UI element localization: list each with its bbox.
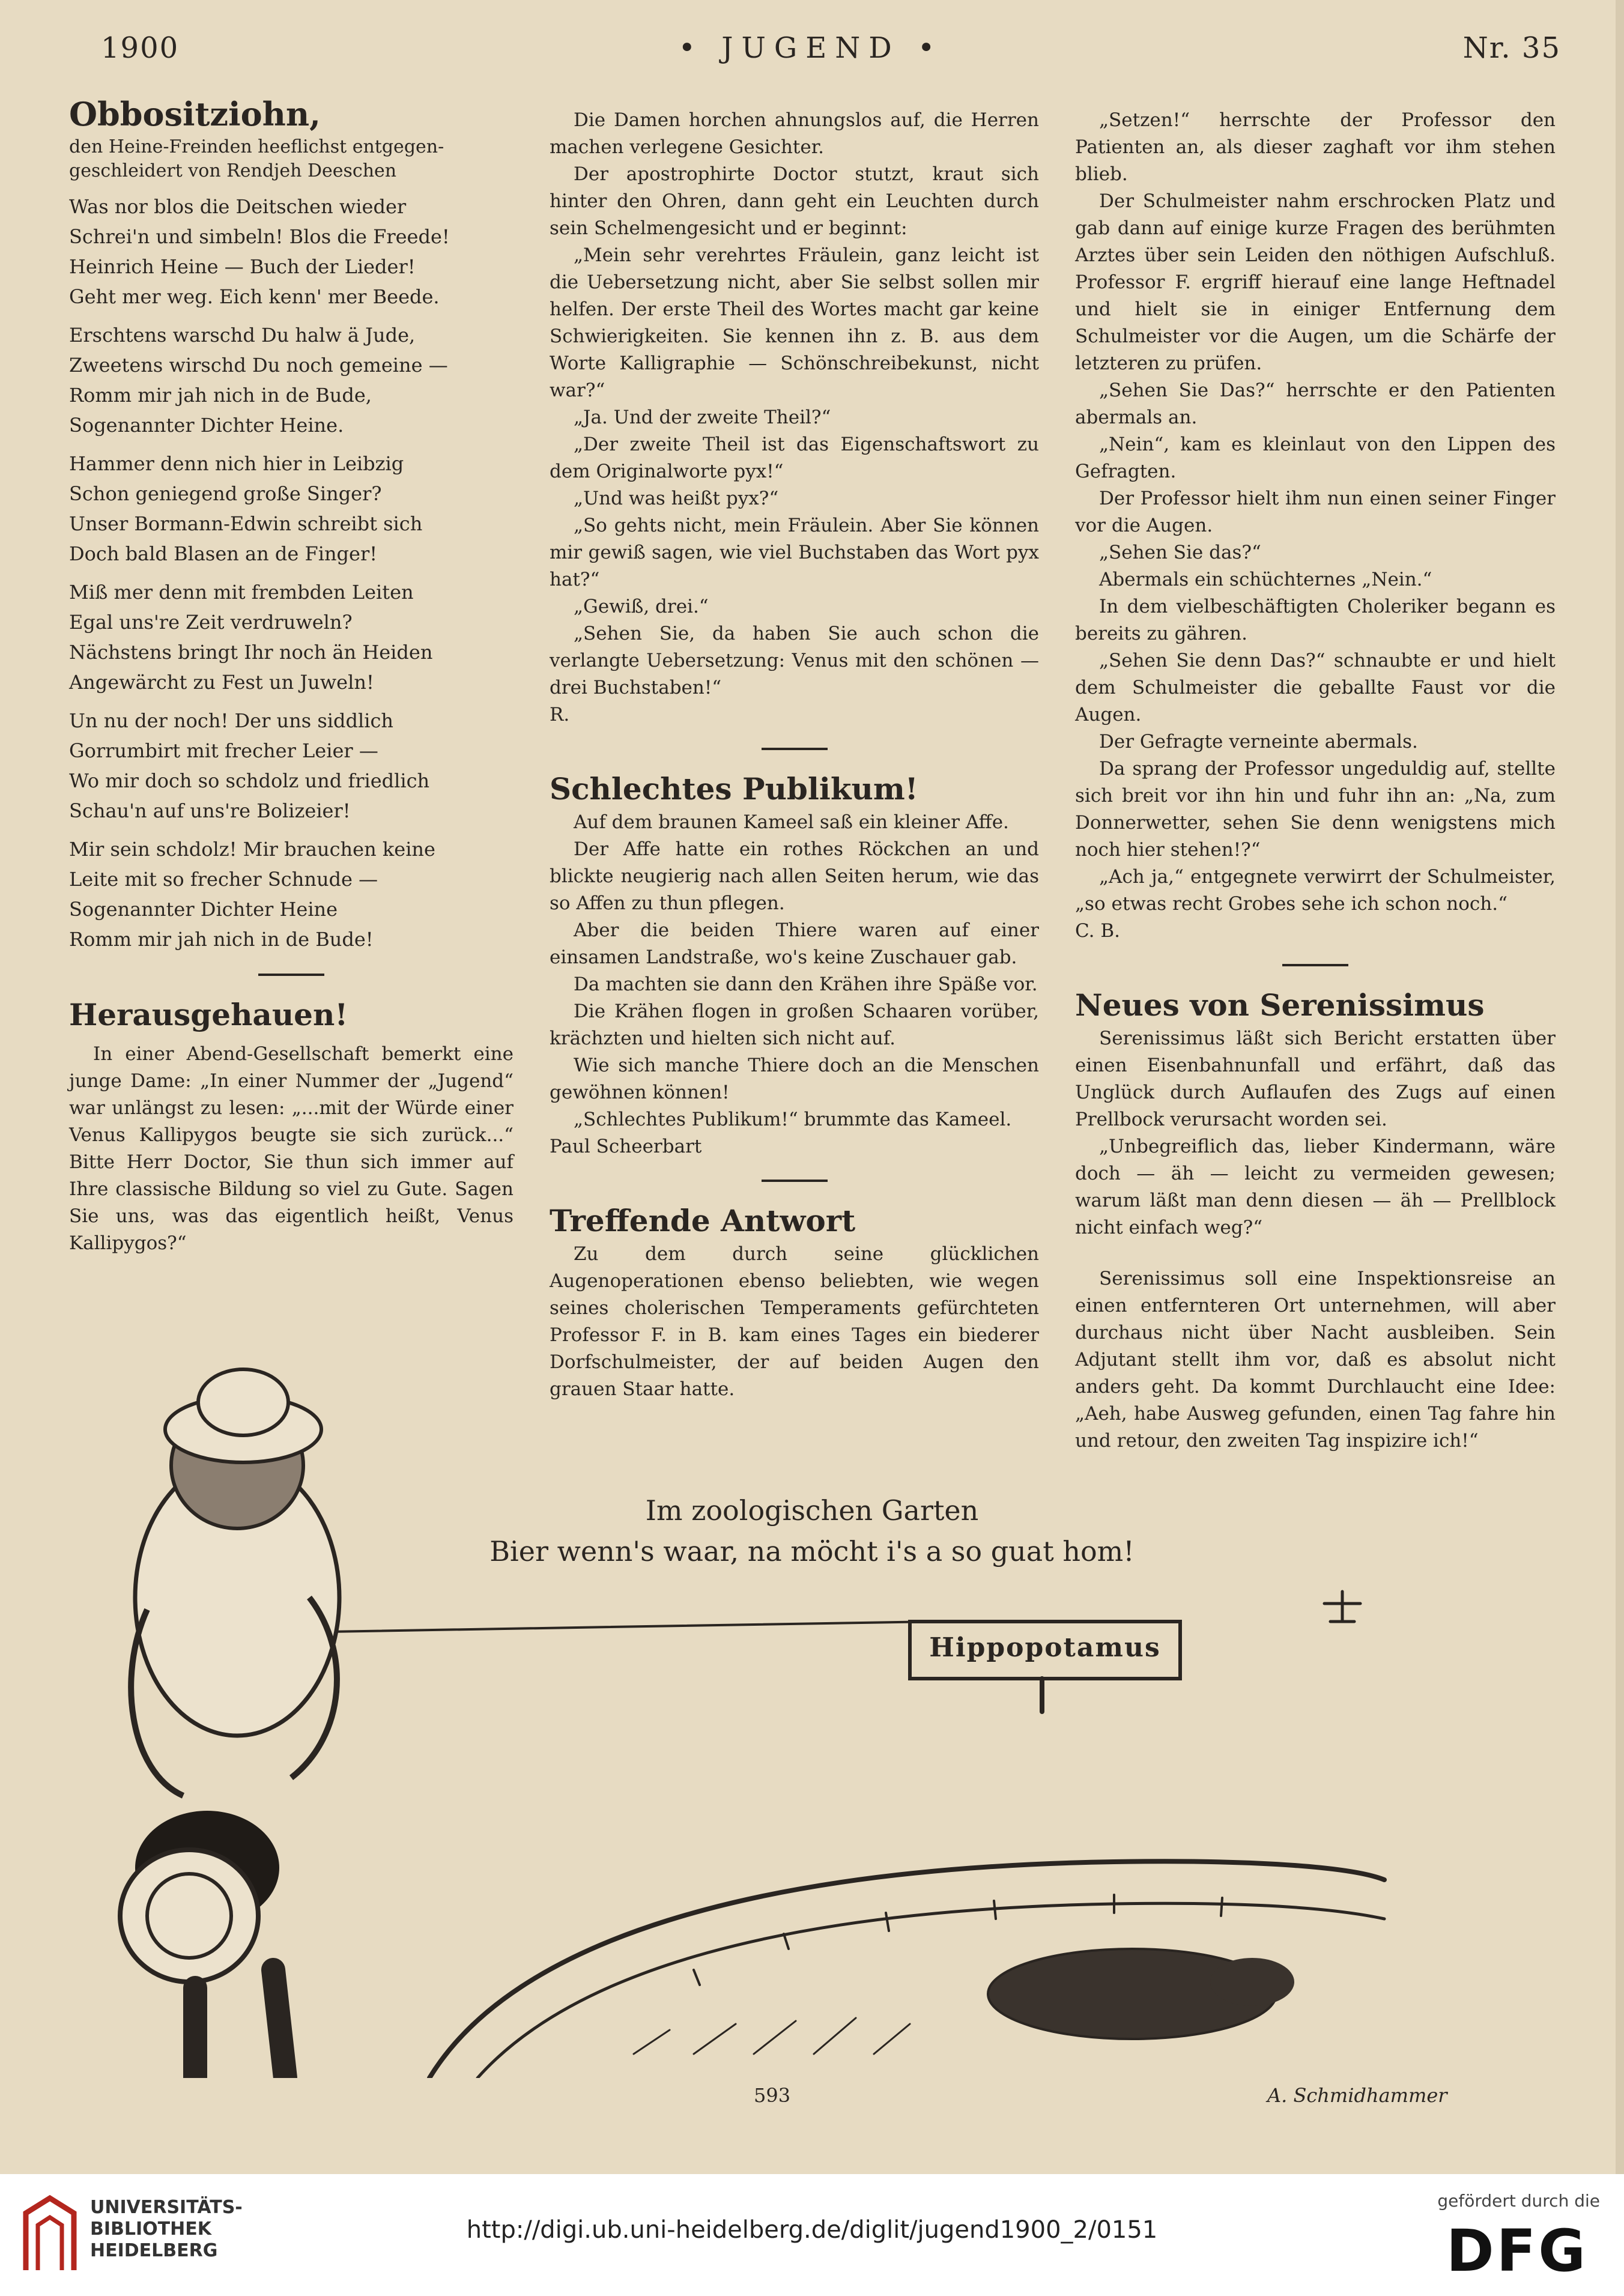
poem-line: Heinrich Heine — Buch der Lieder! (69, 255, 416, 278)
paragraph: Da sprang der Professor ungeduldig auf, stellte sich breit vor ihn hin und fuhr ihn an: „Na, zum Donnerwetter, sehen Sie denn wenigstens mich noch hier stehen!?“ (1075, 758, 1556, 861)
paragraph: „Sehen Sie das?“ (1099, 542, 1261, 563)
paragraph: Serenissimus soll eine Inspektionsreise an einen entfernteren Ort unternehmen, will aber durchaus nicht über Nacht ausbleiben. Sein Adjutant stellt ihm vor, daß es absolut nicht anders geht. Da kommt Durchlaucht eine Idee: „Aeh, habe Ausweg gefunden, einen Tag fahre hin und retour, den zweiten Tag inspizire ich!“ (1075, 1268, 1556, 1452)
paragraph: Da machten sie dann den Krähen ihre Späße vor. (574, 974, 1038, 995)
paragraph: Die Damen horchen ahnungslos auf, die Herren machen verlegene Gesichter. (550, 109, 1039, 158)
anecdote-text: In einer Abend-Gesellschaft bemerkt eine junge Dame: „In einer Nummer der „Jugend“ war unlängst zu lesen: „...mit der Würde einer Venus Kallipygos beugte sie sich zurück...“ Bitte Herr Doctor, Sie thun sich immer auf Ihre classische Bildung so viel zu Gute. Sagen Sie uns, was das eigentlich heißt, Venus Kallipygos?“ (69, 1043, 514, 1254)
poem-line: Leite mit so frecher Schnude — (69, 868, 378, 891)
paragraph: Auf dem braunen Kameel saß ein kleiner Affe. (574, 811, 1009, 833)
header-year: 1900 (101, 31, 180, 65)
poem-line: Miß mer denn mit frembden Leiten (69, 581, 414, 604)
poem-verse (69, 192, 514, 954)
header-journal-title: • JUGEND • (678, 31, 944, 65)
poem-line: Schau'n auf uns're Bolizeier! (69, 799, 351, 822)
paragraph: Der Schulmeister nahm erschrocken Platz und gab dann auf einige kurze Fragen des berühmten Arztes über sein Leiden den nöthigen Aufschluß. Professor F. ergriff hierauf eine lange Heftnadel und hielt sie in einiger Entfernung dem Schulmeister vor die Augen, um die Schärfe der letzteren zu prüfen. (1075, 190, 1556, 374)
poem-stanza (69, 320, 514, 440)
poem-line: Un nu der noch! Der uns siddlich (69, 709, 393, 732)
paragraph: Der Gefragte verneinte abermals. (1099, 731, 1418, 753)
university-name-line-3: HEIDELBERG (90, 2240, 218, 2261)
poem-stanza (69, 706, 514, 826)
column-3 (1075, 107, 1556, 1455)
poem-line: Was nor blos die Deitschen wieder (69, 195, 407, 218)
poem-stanza (69, 834, 514, 954)
paragraph: Wie sich manche Thiere doch an die Menschen gewöhnen können! (550, 1055, 1039, 1103)
poem-line: Sogenannter Dichter Heine (69, 898, 338, 921)
poem-line: Schon geniegend große Singer? (69, 482, 382, 505)
poem-line: Nächstens bringt Ihr noch än Heiden (69, 641, 433, 664)
poem-line: Zweetens wirschd Du noch gemeine — (69, 354, 448, 377)
poem-subtitle-line-2: geschleidert von Rendjeh Deeschen (69, 160, 397, 181)
paragraph: „Sehen Sie Das?“ herrschte er den Patienten abermals an. (1075, 380, 1556, 428)
poem-subtitle-line-1: den Heine-Freinden heeflichst entgegen- (69, 136, 444, 157)
page-edge (1616, 0, 1624, 2174)
column-1 (69, 93, 514, 1257)
paragraph: „So gehts nicht, mein Fräulein. Aber Sie können mir gewiß sagen, wie viel Buchstaben das Wort pyx hat?“ (550, 515, 1039, 590)
paragraph: „Gewiß, drei.“ (574, 596, 709, 617)
section-divider (762, 748, 828, 750)
signature: Paul Scheerbart (550, 1136, 702, 1157)
poem-line: Wo mir doch so schdolz und friedlich (69, 769, 430, 792)
header-issue: Nr. 35 (1462, 31, 1561, 65)
university-name-line-1: UNIVERSITÄTS- (90, 2197, 243, 2218)
paragraph: „Sehen Sie denn Das?“ schnaubte er und hielt dem Schulmeister die geballte Faust vor die Augen. (1075, 650, 1556, 725)
poem-stanza (69, 192, 514, 312)
cartoon-caption-text: Bier wenn's waar, na möcht i's a so guat hom! (489, 1535, 1135, 1568)
paragraph: „Sehen Sie, da haben Sie auch schon die verlangte Uebersetzung: Venus mit den schönen — drei Buchstaben!“ (550, 623, 1039, 698)
poem-line: Unser Bormann-Edwin schreibt sich (69, 512, 423, 535)
paragraph: „Nein“, kam es kleinlaut von den Lippen des Gefragten. (1075, 434, 1556, 482)
paragraph: „Schlechtes Publikum!“ brummte das Kameel. (574, 1109, 1012, 1130)
poem-stanza (69, 449, 514, 569)
poem-line: Romm mir jah nich in de Bude! (69, 928, 374, 951)
signature: R. (550, 704, 570, 725)
poem-title: Obbositziohn, (69, 95, 321, 133)
paragraph: In dem vielbeschäftigten Choleriker begann es bereits zu gähren. (1075, 596, 1556, 644)
paragraph: „Ja. Und der zweite Theil?“ (574, 407, 831, 428)
section-divider (1282, 964, 1348, 966)
cartoon-caption-title: Im zoologischen Garten (645, 1494, 979, 1527)
poem-line: Schrei'n und simbeln! Blos die Freede! (69, 225, 450, 248)
paragraph: Die Krähen flogen in großen Schaaren vorüber, krächzten und hielten sich nicht auf. (550, 1001, 1039, 1049)
paragraph: Der apostrophirte Doctor stutzt, kraut sich hinter den Ohren, dann geht ein Leuchten durch sein Schelmengesicht und er beginnt: (550, 163, 1039, 239)
artist-signature: A. Schmidhammer (1267, 2084, 1447, 2107)
paragraph: „Setzen!“ herrschte der Professor den Patienten an, als dieser zaghaft vor ihm stehen blieb. (1075, 109, 1556, 185)
column-2 (550, 107, 1039, 1403)
dfg-logo: DFG (1446, 2217, 1588, 2285)
paragraph: „Unbegreiflich das, lieber Kindermann, wäre doch — äh — leicht zu vermeiden gewesen; warum läßt man denn diesen — äh — Prellblock nicht einfach weg?“ (1075, 1136, 1556, 1238)
paragraph: „Mein sehr verehrtes Fräulein, ganz leicht ist die Uebersetzung nicht, aber Sie selbst sollen mir helfen. Der erste Theil des Wortes macht gar keine Schwierigkeiten. Sie kennen ihn z. B. aus dem Worte Kalligraphie — Schönschreibekunst, nicht war?“ (550, 244, 1039, 401)
page-number: 593 (754, 2084, 791, 2107)
story-title: Neues von Serenissimus (1075, 987, 1485, 1023)
paragraph: Serenissimus läßt sich Bericht erstatten über einen Eisenbahnunfall und erfährt, daß das Unglück durch Auflaufen des Zugs auf einen Prellbock verursacht worden sei. (1075, 1028, 1556, 1130)
paragraph: Aber die beiden Thiere waren auf einer einsamen Landstraße, wo's keine Zuschauer gab. (550, 919, 1039, 968)
anecdote-title: Herausgehauen! (69, 997, 348, 1032)
viewer-footer (0, 2174, 1624, 2296)
paragraph: Zu dem durch seine glücklichen Augenoperationen ebenso beliebten, wie wegen seines cholerischen Temperaments gefürchteten Professor F. in B. kam eines Tages ein biederer Dorfschulmeister, der auf beiden Augen den grauen Staar hatte. (550, 1243, 1039, 1400)
paragraph: „Der zweite Theil ist das Eigenschaftswort zu dem Originalworte pyx!“ (550, 434, 1039, 482)
funded-by-label: gefördert durch die (1437, 2191, 1600, 2211)
poem-line: Geht mer weg. Eich kenn' mer Beede. (69, 285, 440, 308)
poem-line: Mir sein schdolz! Mir brauchen keine (69, 838, 435, 861)
poem-line: Gorrumbirt mit frecher Leier — (69, 739, 378, 762)
poem-line: Doch bald Blasen an de Finger! (69, 542, 378, 565)
paragraph: Der Professor hielt ihm nun einen seiner Finger vor die Augen. (1075, 488, 1556, 536)
poem-stanza (69, 577, 514, 697)
paragraph: Abermals ein schüchternes „Nein.“ (1099, 569, 1432, 590)
poem-line: Erschtens warschd Du halw ä Jude, (69, 324, 416, 347)
poem-line: Sogenannter Dichter Heine. (69, 414, 344, 437)
animal-sign-label: Hippopotamus (929, 1632, 1161, 1663)
paragraph: Der Affe hatte ein rothes Röckchen an und blickte neugierig nach allen Seiten herum, wie das so Affen zu thun pflegen. (550, 838, 1039, 914)
permalink-url[interactable]: http://digi.ub.uni-heidelberg.de/diglit/jugend1900_2/0151 (466, 2216, 1158, 2244)
poem-line: Hammer denn nich hier in Leibzig (69, 452, 404, 475)
poem-line: Angewärcht zu Fest un Juweln! (69, 671, 374, 694)
university-name-line-2: BIBLIOTHEK (90, 2219, 211, 2240)
section-divider (258, 974, 324, 976)
paragraph: „Und was heißt pyx?“ (574, 488, 779, 509)
story-title: Schlechtes Publikum! (550, 771, 918, 807)
section-divider (762, 1180, 828, 1182)
poem-line: Romm mir jah nich in de Bude, (69, 384, 372, 407)
paragraph: „Ach ja,“ entgegnete verwirrt der Schulmeister, „so etwas recht Grobes sehe ich schon noch.“ (1075, 866, 1556, 915)
poem-line: Egal uns're Zeit verdruweln? (69, 611, 353, 634)
story-title: Treffende Antwort (550, 1203, 856, 1238)
signature: C. B. (1075, 920, 1120, 942)
cartoon-illustration (93, 1339, 1414, 2078)
